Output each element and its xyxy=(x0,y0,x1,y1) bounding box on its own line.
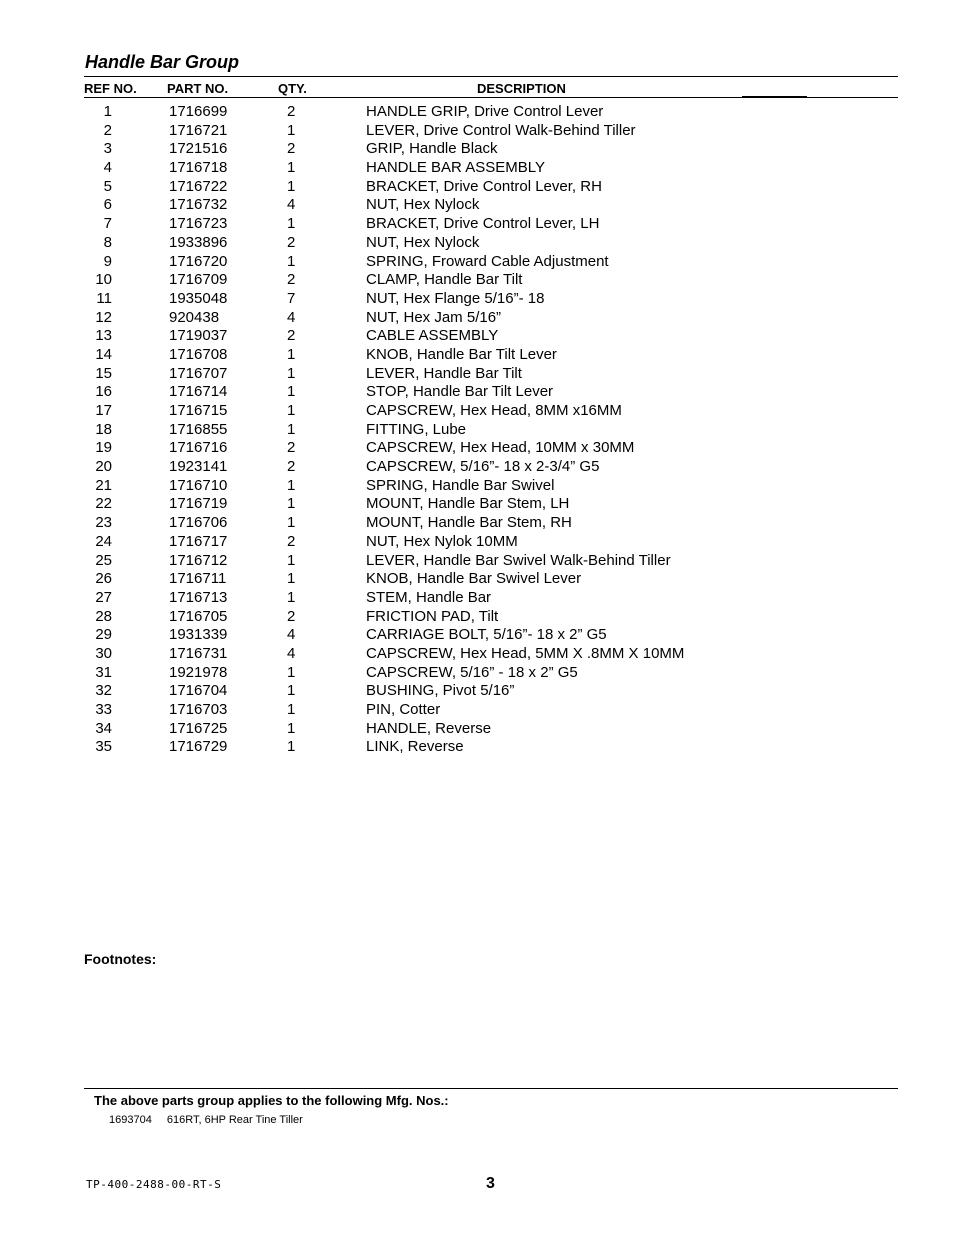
ref-no-cell: 14 xyxy=(95,345,112,363)
table-row xyxy=(0,196,954,215)
table-row xyxy=(0,589,954,608)
ref-no-cell: 7 xyxy=(103,215,112,233)
qty-cell: 1 xyxy=(287,364,296,382)
table-row xyxy=(0,458,954,477)
table-row xyxy=(0,514,954,533)
ref-no-cell: 2 xyxy=(103,121,112,139)
table-row xyxy=(0,402,954,421)
table-row xyxy=(0,552,954,571)
qty-cell: 1 xyxy=(287,383,296,401)
part-no-cell: 1716707 xyxy=(169,364,228,382)
description-cell: CABLE ASSEMBLY xyxy=(366,327,499,345)
qty-cell: 2 xyxy=(287,271,296,289)
header-ref-no: REF NO. xyxy=(84,81,137,96)
part-no-cell: 1716718 xyxy=(169,159,228,177)
ref-no-cell: 25 xyxy=(95,551,112,569)
qty-cell: 1 xyxy=(287,177,296,195)
description-cell: HANDLE BAR ASSEMBLY xyxy=(366,159,545,177)
part-no-cell: 1716706 xyxy=(169,514,228,532)
part-no-cell: 1716725 xyxy=(169,719,228,737)
table-row xyxy=(0,290,954,309)
qty-cell: 1 xyxy=(287,121,296,139)
description-cell: STEM, Handle Bar xyxy=(366,588,492,606)
description-cell: NUT, Hex Jam 5/16” xyxy=(366,308,502,326)
table-row xyxy=(0,608,954,627)
qty-cell: 4 xyxy=(287,196,296,214)
qty-cell: 2 xyxy=(287,458,296,476)
description-cell: FITTING, Lube xyxy=(366,420,467,438)
page-number: 3 xyxy=(486,1175,495,1192)
model-number: 1693704 xyxy=(109,1114,152,1126)
table-row xyxy=(0,477,954,496)
header-part-no: PART NO. xyxy=(167,81,229,96)
ref-no-cell: 12 xyxy=(95,308,112,326)
table-row xyxy=(0,720,954,739)
ref-no-cell: 9 xyxy=(103,252,112,270)
description-cell: PIN, Cotter xyxy=(366,701,441,718)
ref-no-cell: 30 xyxy=(95,644,112,662)
qty-cell: 1 xyxy=(287,570,296,588)
description-cell: GRIP, Handle Black xyxy=(366,140,498,158)
applies-divider xyxy=(84,1088,898,1089)
ref-no-cell: 31 xyxy=(95,663,112,681)
part-no-cell: 1931339 xyxy=(169,626,228,644)
qty-cell: 2 xyxy=(287,607,296,625)
qty-cell: 1 xyxy=(287,476,296,494)
qty-cell: 1 xyxy=(287,738,296,756)
qty-cell: 1 xyxy=(287,495,296,513)
ref-no-cell: 34 xyxy=(95,719,112,737)
table-row xyxy=(0,346,954,365)
table-row xyxy=(0,439,954,458)
description-cell: NUT, Hex Flange 5/16”- 18 xyxy=(366,289,545,307)
description-cell: STOP, Handle Bar Tilt Lever xyxy=(366,383,554,401)
ref-no-cell: 16 xyxy=(95,383,112,401)
part-no-cell: 1716699 xyxy=(169,103,228,120)
table-row xyxy=(0,365,954,384)
part-no-cell: 1716714 xyxy=(169,383,228,401)
description-cell: NUT, Hex Nylock xyxy=(366,196,480,214)
description-cell: MOUNT, Handle Bar Stem, LH xyxy=(366,495,570,513)
part-no-cell: 1716729 xyxy=(169,738,228,756)
table-row xyxy=(0,122,954,141)
table-header xyxy=(0,81,954,97)
qty-cell: 1 xyxy=(287,159,296,177)
table-row xyxy=(0,253,954,272)
model-entry xyxy=(109,1114,303,1126)
parts-table xyxy=(0,103,954,757)
ref-no-cell: 21 xyxy=(95,476,112,494)
description-cell: CAPSCREW, 5/16”- 18 x 2-3/4” G5 xyxy=(366,458,600,476)
model-name: 616RT, 6HP Rear Tine Tiller xyxy=(166,1114,303,1126)
qty-cell: 1 xyxy=(287,551,296,569)
table-row xyxy=(0,570,954,589)
qty-cell: 1 xyxy=(287,345,296,363)
ref-no-cell: 26 xyxy=(95,570,112,588)
qty-cell: 2 xyxy=(287,327,296,345)
table-row xyxy=(0,103,954,122)
qty-cell: 7 xyxy=(287,289,296,307)
description-cell: HANDLE, Reverse xyxy=(366,719,492,737)
table-row xyxy=(0,383,954,402)
ref-no-cell: 22 xyxy=(95,495,112,513)
page-title: Handle Bar Group xyxy=(85,52,240,72)
part-no-cell: 1923141 xyxy=(169,458,228,476)
ref-no-cell: 28 xyxy=(95,607,112,625)
ref-no-cell: 18 xyxy=(95,420,112,438)
part-no-cell: 1716723 xyxy=(169,215,228,233)
description-cell: BUSHING, Pivot 5/16” xyxy=(366,682,515,700)
table-row xyxy=(0,215,954,234)
qty-cell: 1 xyxy=(287,402,296,419)
description-cell: CAPSCREW, 5/16” - 18 x 2” G5 xyxy=(366,663,578,681)
ref-no-cell: 11 xyxy=(96,289,112,307)
header-divider xyxy=(84,97,742,98)
header-qty: QTY. xyxy=(278,81,307,96)
part-no-cell: 1716703 xyxy=(169,701,228,718)
part-no-cell: 1933896 xyxy=(169,233,228,251)
description-cell: KNOB, Handle Bar Swivel Lever xyxy=(366,570,582,588)
part-no-cell: 1716722 xyxy=(169,177,228,195)
ref-no-cell: 1 xyxy=(103,103,112,120)
header-divider-thick xyxy=(742,96,807,98)
qty-cell: 1 xyxy=(287,420,296,438)
qty-cell: 2 xyxy=(287,233,296,251)
ref-no-cell: 23 xyxy=(95,514,112,532)
part-no-cell: 1716705 xyxy=(169,607,228,625)
qty-cell: 1 xyxy=(287,514,296,532)
ref-no-cell: 32 xyxy=(95,682,112,700)
qty-cell: 1 xyxy=(287,719,296,737)
qty-cell: 2 xyxy=(287,439,296,457)
description-cell: CAPSCREW, Hex Head, 10MM x 30MM xyxy=(366,439,635,457)
description-cell: MOUNT, Handle Bar Stem, RH xyxy=(366,514,572,532)
footnotes-label: Footnotes: xyxy=(84,951,157,967)
ref-no-cell: 35 xyxy=(95,738,112,756)
description-cell: LEVER, Handle Bar Tilt xyxy=(366,364,522,382)
table-row xyxy=(0,682,954,701)
description-cell: BRACKET, Drive Control Lever, RH xyxy=(366,177,602,195)
ref-no-cell: 3 xyxy=(103,140,112,158)
ref-no-cell: 24 xyxy=(95,532,112,550)
qty-cell: 1 xyxy=(287,588,296,606)
part-no-cell: 1716731 xyxy=(169,644,228,662)
ref-no-cell: 5 xyxy=(103,177,112,195)
description-cell: CAPSCREW, Hex Head, 5MM X .8MM X 10MM xyxy=(366,644,685,662)
ref-no-cell: 20 xyxy=(95,458,112,476)
ref-no-cell: 8 xyxy=(103,233,112,251)
ref-no-cell: 29 xyxy=(95,626,112,644)
qty-cell: 4 xyxy=(287,644,296,662)
table-row xyxy=(0,234,954,253)
qty-cell: 1 xyxy=(287,682,296,700)
table-row xyxy=(0,664,954,683)
description-cell: KNOB, Handle Bar Tilt Lever xyxy=(366,345,557,363)
table-row xyxy=(0,495,954,514)
part-no-cell: 1721516 xyxy=(169,140,228,158)
part-no-cell: 1716732 xyxy=(169,196,228,214)
description-cell: CLAMP, Handle Bar Tilt xyxy=(366,271,523,289)
table-row xyxy=(0,738,954,757)
description-cell: SPRING, Froward Cable Adjustment xyxy=(366,252,609,270)
part-no-cell: 1935048 xyxy=(169,289,228,307)
table-row xyxy=(0,178,954,197)
description-cell: BRACKET, Drive Control Lever, LH xyxy=(366,215,600,233)
applies-to-label: The above parts group applies to the following Mfg. Nos.: xyxy=(94,1093,449,1108)
part-no-cell: 1716711 xyxy=(169,570,227,588)
table-row xyxy=(0,309,954,328)
ref-no-cell: 27 xyxy=(95,588,112,606)
description-cell: HANDLE GRIP, Drive Control Lever xyxy=(366,103,604,120)
ref-no-cell: 15 xyxy=(95,364,112,382)
qty-cell: 2 xyxy=(287,140,296,158)
part-no-cell: 1716719 xyxy=(169,495,228,513)
description-cell: LEVER, Drive Control Walk-Behind Tiller xyxy=(366,121,636,139)
part-no-cell: 1716709 xyxy=(169,271,228,289)
part-no-cell: 1716716 xyxy=(169,439,228,457)
part-no-cell: 1716720 xyxy=(169,252,228,270)
table-row xyxy=(0,271,954,290)
description-cell: LINK, Reverse xyxy=(366,738,464,756)
table-row xyxy=(0,159,954,178)
description-cell: CARRIAGE BOLT, 5/16”- 18 x 2” G5 xyxy=(366,626,607,644)
table-row xyxy=(0,701,954,720)
description-cell: FRICTION PAD, Tilt xyxy=(366,607,499,625)
part-no-cell: 1716715 xyxy=(169,402,228,419)
ref-no-cell: 6 xyxy=(103,196,112,214)
ref-no-cell: 4 xyxy=(103,159,112,177)
table-row xyxy=(0,626,954,645)
qty-cell: 1 xyxy=(287,252,296,270)
description-cell: SPRING, Handle Bar Swivel xyxy=(366,476,555,494)
title-divider xyxy=(84,76,898,77)
qty-cell: 1 xyxy=(287,215,296,233)
ref-no-cell: 10 xyxy=(95,271,112,289)
qty-cell: 4 xyxy=(287,626,296,644)
qty-cell: 2 xyxy=(287,103,296,120)
part-no-cell: 1716704 xyxy=(169,682,228,700)
table-row xyxy=(0,327,954,346)
ref-no-cell: 19 xyxy=(95,439,112,457)
ref-no-cell: 33 xyxy=(95,701,112,718)
part-no-cell: 1716713 xyxy=(169,588,228,606)
table-row xyxy=(0,421,954,440)
qty-cell: 1 xyxy=(287,663,296,681)
part-no-cell: 1716855 xyxy=(169,420,228,438)
description-cell: NUT, Hex Nylok 10MM xyxy=(366,532,518,550)
part-no-cell: 920438 xyxy=(169,308,220,326)
header-description: DESCRIPTION xyxy=(477,81,566,96)
description-cell: NUT, Hex Nylock xyxy=(366,233,480,251)
qty-cell: 1 xyxy=(287,701,296,718)
ref-no-cell: 17 xyxy=(95,402,112,419)
description-cell: LEVER, Handle Bar Swivel Walk-Behind Tiller xyxy=(366,551,671,569)
part-no-cell: 1716710 xyxy=(169,476,228,494)
part-no-cell: 1716712 xyxy=(169,551,228,569)
part-no-cell: 1716721 xyxy=(169,121,228,139)
part-no-cell: 1921978 xyxy=(169,663,228,681)
ref-no-cell: 13 xyxy=(95,327,112,345)
header-divider-end xyxy=(807,97,898,98)
table-row xyxy=(0,533,954,552)
description-cell: CAPSCREW, Hex Head, 8MM x16MM xyxy=(366,402,622,419)
table-row xyxy=(0,645,954,664)
qty-cell: 4 xyxy=(287,308,296,326)
table-row xyxy=(0,140,954,159)
document-code: TP-400-2488-00-RT-S xyxy=(86,1178,222,1191)
part-no-cell: 1716708 xyxy=(169,345,228,363)
qty-cell: 2 xyxy=(287,532,296,550)
part-no-cell: 1716717 xyxy=(169,532,228,550)
part-no-cell: 1719037 xyxy=(169,327,228,345)
